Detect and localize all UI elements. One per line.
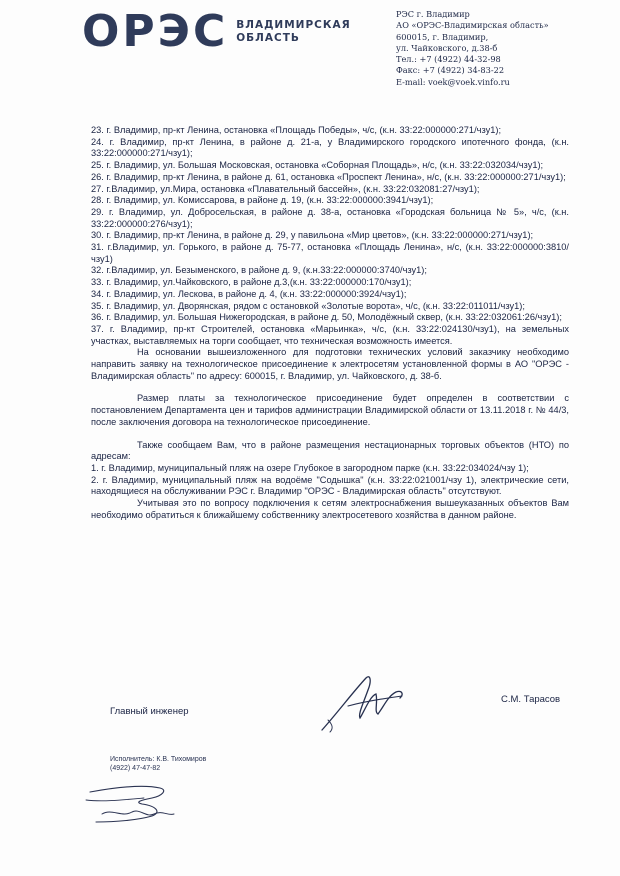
logo-region-line1: ВЛАДИМИРСКАЯ — [236, 19, 351, 31]
list-item: 35. г. Владимир, ул. Дворянская, рядом с остановкой «Золотые ворота», ч/с, (к.н. 33:22:011011/чзу1); — [91, 300, 525, 311]
paragraph-application: На основании вышеизложенного для подготовки технических условий заказчику необходимо направить заявку на технологическое присоединение к электросетям установленной формы в АО "ОРЭС - Владимирская область" по адресу: 600015, г. Владимир, ул. Чайковского, д. 38-б. — [91, 347, 569, 381]
logo-region — [236, 19, 350, 45]
list-item: 29. г. Владимир, ул. Добросельская, в районе д. 38-а, остановка «Городская больница № 5», ч/с, (к.н. 33:22:000000:276/чзу1); — [91, 206, 569, 229]
nto-list — [91, 463, 569, 498]
address-fax: Факс: +7 (4922) 34-83-22 — [396, 65, 505, 76]
list-item: 27. г.Владимир, ул.Мира, остановка «Плавательный бассейн», (к.н. 33:22:032081:27/чзу1); — [91, 183, 480, 194]
list-item: 28. г. Владимир, ул. Комиссарова, в районе д. 19, (к.н. 33:22:000000:3941/чзу1); — [91, 195, 434, 206]
paragraph-conclusion: Учитывая это по вопросу подключения к сетям электроснабжения вышеуказанных объектов Вам необходимо обратиться к ближайшему собственнику электросетевого хозяйства в данном районе. — [91, 498, 569, 520]
address-list — [91, 125, 569, 347]
signatory-name: С.М. Тарасов — [501, 694, 561, 705]
address-line: ул. Чайковского, д.38-б — [396, 42, 498, 53]
letter-body — [91, 125, 569, 522]
performer-name: Исполнитель: К.В. Тихомиров — [110, 756, 207, 763]
handwritten-signature — [318, 672, 413, 738]
address-email: E-mail: voek@voek.vinfo.ru — [396, 76, 510, 87]
performer-phone: (4922) 47-47-82 — [110, 765, 161, 772]
list-item: 26. г. Владимир, пр-кт Ленина, в районе д. 61, остановка «Проспект Ленина», н/с, (к.н. 33:22:000000:271/чзу1); — [91, 171, 566, 182]
performer-info — [110, 755, 206, 773]
address-line: АО «ОРЭС-Владимирская область» — [396, 20, 549, 31]
company-logo — [82, 6, 351, 57]
logo-region-line2: ОБЛАСТЬ — [236, 32, 300, 44]
sender-address-block — [396, 9, 611, 88]
list-item: 24. г. Владимир, пр-кт Ленина, в районе д. 21-а, у Владимирского городского ипотечного фонда, (к.н. 33:22:000000:271/чзу1); — [91, 136, 569, 159]
signatory-title: Главный инженер — [110, 706, 189, 717]
logo-text: ОРЭС — [82, 6, 229, 57]
paragraph-nto-intro: Также сообщаем Вам, что в районе размещения нестационарных торговых объектов (НТО) по адресам: — [91, 439, 569, 462]
performer-signature — [82, 778, 192, 832]
list-item: 25. г. Владимир, ул. Большая Московская, остановка «Соборная Площадь», н/с, (к.н. 33:22:032034/чзу1); — [91, 160, 544, 171]
list-item: 23. г. Владимир, пр-кт Ленина, остановка «Площадь Победы», ч/с, (к.н. 33:22:000000:271/чзу1); — [91, 125, 502, 135]
list-item: 36. г. Владимир, ул. Большая Нижегородская, в районе д. 50, Молодёжный сквер, (к.н. 33:22:032061:26/чзу1); — [91, 312, 562, 323]
address-phone: Тел.: +7 (4922) 44-32-98 — [396, 54, 501, 65]
list-item: 30. г. Владимир, пр-кт Ленина, в районе д. 29, у павильона «Мир цветов», (к.н. 33:22:000000:271/чзу1); — [91, 230, 534, 241]
nto-item: 2. г. Владимир, муниципальный пляж на водоёме "Содышка" (к.н. 33:22:021001/чзу 1), электрические сети, находящиеся на обслуживании РЭС г. Владимир "ОРЭС - Владимирская область" отсутствуют. — [91, 474, 569, 497]
nto-item: 1. г. Владимир, муниципальный пляж на озере Глубокое в загородном парке (к.н. 33:22:034024/чзу 1); — [91, 462, 529, 473]
list-item: 31. г.Владимир, ул. Горького, в районе д. 75-77, остановка «Площадь Ленина», н/с, (к.н. 33:22:000000:3810/чзу1) — [91, 242, 569, 264]
list-item: 33. г. Владимир, ул.Чайковского, в районе д.3,(к.н. 33:22:000000:170/чзу1); — [91, 277, 412, 288]
paragraph-fee: Размер платы за технологическое присоединение будет определен в соответствии с постановлением Департамента цен и тарифов администрации Владимирской области от 13.11.2018 г. № 44/3, после заключения договора на технологическое присоединение. — [91, 393, 569, 427]
list-item: 32. г.Владимир, ул. Безыменского, в районе д. 9, (к.н.33:22:000000:3740/чзу1); — [91, 265, 427, 276]
address-line: РЭС г. Владимир — [396, 9, 470, 19]
list-item: 34. г. Владимир, ул. Лескова, в районе д. 4, (к.н. 33:22:000000:3924/чзу1); — [91, 288, 407, 299]
list-item: 37. г. Владимир, пр-кт Строителей, остановка «Марьинка», ч/с, (к.н. 33:22:024130/чзу1), на земельных участках, выставляемых на торги сообщает, что техническая возможность имеется. — [91, 323, 569, 346]
address-line: 600015, г. Владимир, — [396, 31, 489, 42]
